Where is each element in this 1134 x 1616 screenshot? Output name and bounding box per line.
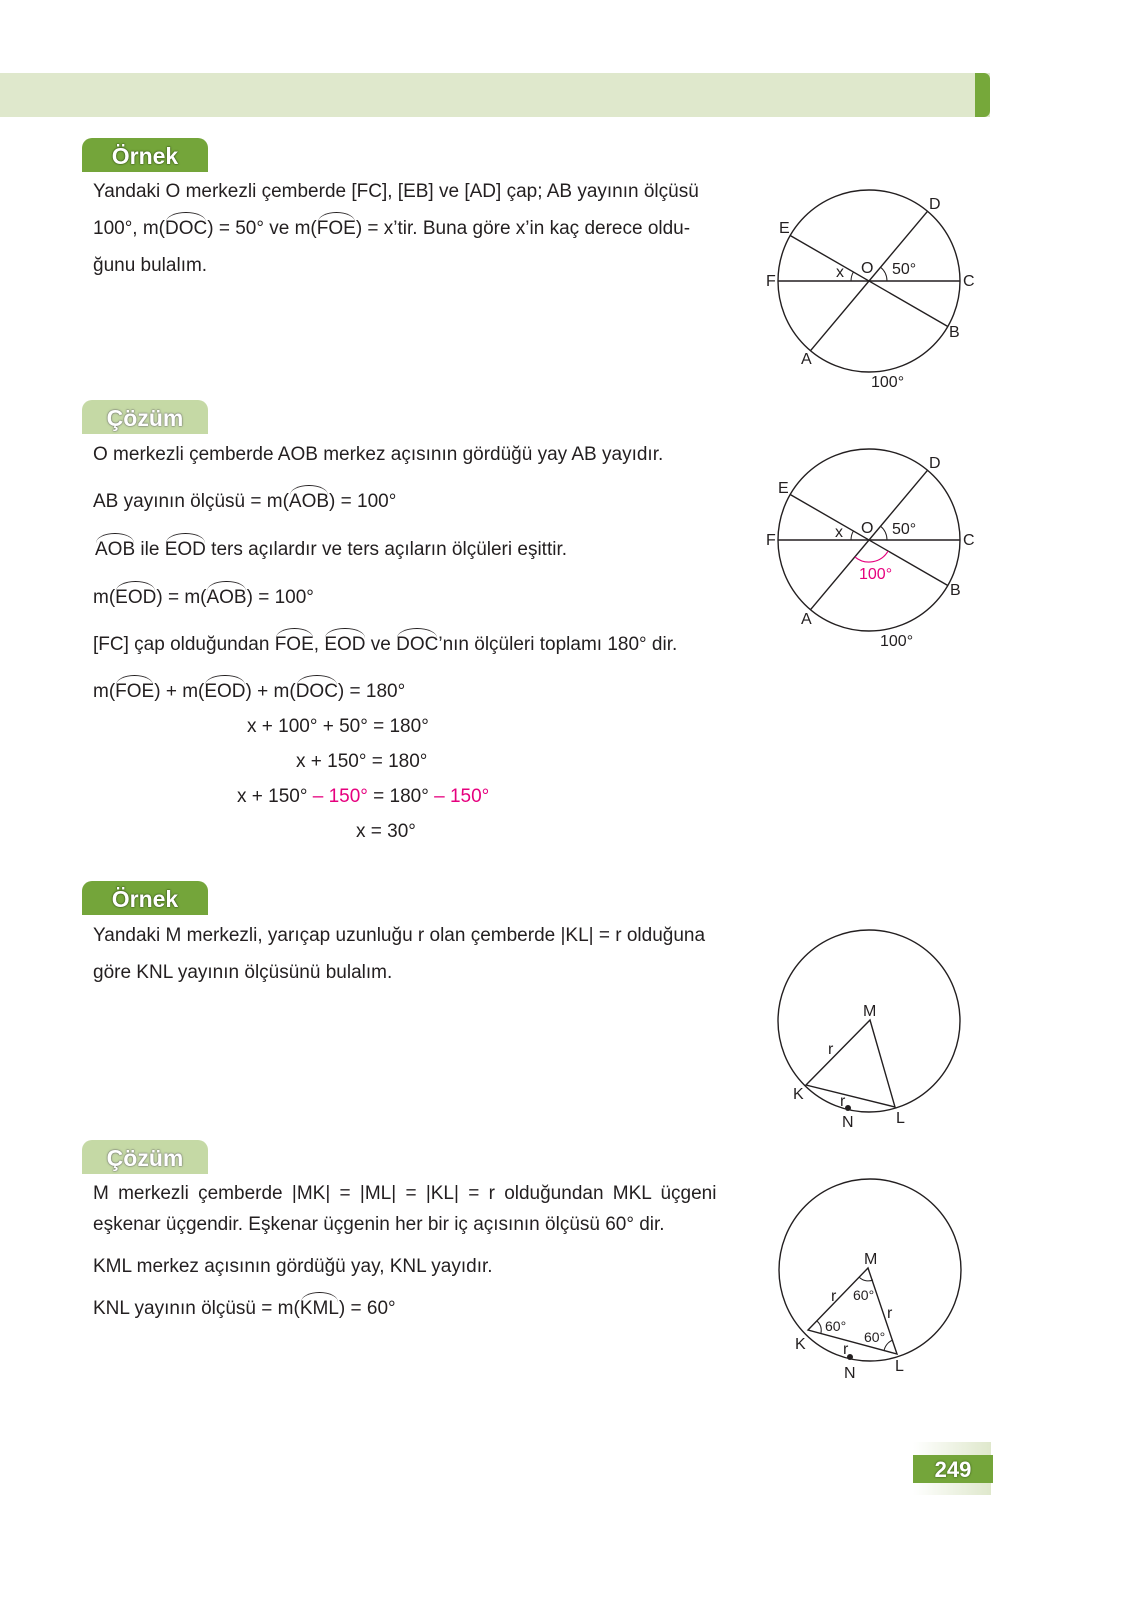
text-segment: KNL yayının ölçüsü = m( xyxy=(93,1298,300,1319)
angle-x-arc xyxy=(851,531,853,540)
arc-notation: FOE xyxy=(316,218,356,239)
text-segment: ğunu bulalım. xyxy=(93,255,208,276)
text-segment: ) = 60° xyxy=(338,1298,396,1319)
angle-x-arc xyxy=(851,272,853,281)
page-number: 249 xyxy=(913,1455,993,1483)
radius-label: r xyxy=(828,1041,834,1058)
text-line xyxy=(93,586,314,610)
text-segment: Yandaki O merkezli çemberde [FC], [EB] ve [AD] çap; AB yayının ölçüsü xyxy=(93,181,699,202)
arc-notation: DOC xyxy=(295,681,338,702)
circle-diagram-4 xyxy=(750,1160,990,1390)
angle-doc-arc xyxy=(881,526,887,540)
text-segment: ve xyxy=(365,634,397,655)
text-segment: ) = x’tir. Buna göre x’in kaç derece oldu- xyxy=(355,218,691,239)
point-label-o: O xyxy=(861,520,874,537)
arc-notation: KML xyxy=(299,1298,339,1319)
arc-notation: DOC xyxy=(396,634,439,655)
text-line xyxy=(93,1255,493,1279)
angle-k-label: 60° xyxy=(825,1318,847,1334)
point-label-a: A xyxy=(801,351,812,368)
point-label-o: O xyxy=(861,260,874,277)
text-segment: = 180° xyxy=(367,786,435,807)
angle-l-label: 60° xyxy=(864,1329,886,1345)
radius-label: r xyxy=(831,1288,837,1305)
arc-notation: DOC xyxy=(165,218,208,239)
arc-notation: FOE xyxy=(274,634,314,655)
text-segment: ) = 100° xyxy=(246,587,314,608)
point-label-l: L xyxy=(895,1358,904,1375)
arc-notation: EOD xyxy=(204,681,246,702)
point-label-d: D xyxy=(929,455,941,472)
text-segment: x + 150° xyxy=(237,786,313,807)
text-segment: AB yayının ölçüsü = m( xyxy=(93,491,289,512)
point-label-b: B xyxy=(949,324,960,341)
arc-ab-label: 100° xyxy=(880,633,914,650)
point-label-n: N xyxy=(844,1365,856,1382)
circle-diagram-2 xyxy=(749,430,989,660)
point-label-d: D xyxy=(929,196,941,213)
text-segment: ) + m( xyxy=(245,681,296,702)
point-label-b: B xyxy=(950,582,961,599)
text-segment: [FC] çap olduğundan xyxy=(93,634,275,655)
text-segment: ile xyxy=(135,539,165,560)
point-n xyxy=(845,1105,851,1111)
text-line xyxy=(93,633,677,657)
equation-line xyxy=(93,680,405,704)
highlighted-term: – 150° xyxy=(312,786,368,807)
text-segment: göre KNL yayının ölçüsünü bulalım. xyxy=(93,962,393,983)
point-label-k: K xyxy=(793,1086,804,1103)
text-segment: x = 30° xyxy=(356,821,416,842)
point-label-c: C xyxy=(963,532,975,549)
solution-label: Çözüm xyxy=(82,1140,208,1174)
point-label-f: F xyxy=(766,532,776,549)
highlighted-term: – 150° xyxy=(434,786,490,807)
text-segment: ) = m( xyxy=(156,587,207,608)
triangle-mkl xyxy=(806,1020,895,1107)
chord-label: r xyxy=(843,1341,849,1358)
arc-notation: EOD xyxy=(324,634,366,655)
text-segment: O merkezli çemberde AOB merkez açısının gördüğü yay AB yayıdır. xyxy=(93,444,664,465)
angle-doc-label: 50° xyxy=(892,521,917,538)
arc-notation: EOD xyxy=(164,539,206,560)
text-segment: m( xyxy=(93,681,116,702)
text-line xyxy=(95,538,567,562)
text-segment: KML merkez açısının gördüğü yay, KNL yayıdır. xyxy=(93,1256,493,1277)
text-segment: , xyxy=(313,634,325,655)
text-line xyxy=(93,1213,665,1237)
point-label-e: E xyxy=(778,480,789,497)
text-line xyxy=(93,254,207,278)
text-segment: Yandaki M merkezli, yarıçap uzunluğu r olan çemberde |KL| = r olduğuna xyxy=(93,925,706,946)
text-line xyxy=(93,443,663,467)
angle-m-label: 60° xyxy=(853,1287,875,1303)
arc-notation: EOD xyxy=(115,587,157,608)
point-label-m: M xyxy=(864,1251,878,1268)
text-segment: ) = 50° ve m( xyxy=(207,218,317,239)
equation-line xyxy=(296,750,427,774)
text-line xyxy=(93,490,396,514)
text-segment: x + 150° = 180° xyxy=(296,751,428,772)
point-label-e: E xyxy=(779,220,790,237)
radius-label: r xyxy=(887,1305,893,1322)
angle-x-label: x xyxy=(836,264,844,281)
text-segment: ) = 180° xyxy=(337,681,406,702)
equation-line xyxy=(356,820,416,844)
text-line xyxy=(93,924,705,948)
angle-x-label: x xyxy=(835,524,843,541)
equation-line xyxy=(247,715,429,739)
circle-diagram-3 xyxy=(749,911,989,1141)
angle-k-arc xyxy=(817,1321,821,1333)
point-label-l: L xyxy=(896,1110,905,1127)
arc-notation: AOB xyxy=(206,587,247,608)
header-tab xyxy=(975,73,990,117)
text-line xyxy=(93,1182,716,1206)
circle-diagram-1 xyxy=(749,171,989,401)
example-label: Örnek xyxy=(82,881,208,915)
point-label-m: M xyxy=(863,1003,877,1020)
angle-aob-arc xyxy=(855,551,888,562)
point-label-a: A xyxy=(801,611,812,628)
point-label-n: N xyxy=(842,1114,854,1131)
text-segment: ’nın ölçüleri toplamı 180° dir. xyxy=(438,634,678,655)
angle-l-arc xyxy=(884,1340,893,1351)
angle-aob-label: 100° xyxy=(859,566,893,583)
text-segment: x + 100° + 50° = 180° xyxy=(247,716,429,737)
example-label: Örnek xyxy=(82,138,208,172)
angle-doc-arc xyxy=(881,267,887,281)
point-label-c: C xyxy=(963,273,975,290)
arc-notation: FOE xyxy=(115,681,155,702)
text-line xyxy=(93,180,699,204)
text-segment: ) = 100° xyxy=(329,491,397,512)
text-line xyxy=(93,961,392,985)
point-label-k: K xyxy=(795,1336,806,1353)
text-segment: m( xyxy=(93,587,116,608)
chord-label: r xyxy=(840,1093,846,1110)
text-segment: eşkenar üçgendir. Eşkenar üçgenin her bir iç açısının ölçüsü 60° dir. xyxy=(93,1214,665,1235)
equation-line xyxy=(237,785,489,809)
text-line xyxy=(93,1297,396,1321)
arc-ab-label: 100° xyxy=(871,374,905,391)
text-segment: M merkezli çemberde |MK| = |ML| = |KL| = r olduğundan MKL üçgeni xyxy=(93,1183,717,1204)
solution-label: Çözüm xyxy=(82,400,208,434)
angle-doc-label: 50° xyxy=(892,261,917,278)
text-segment: ters açılardır ve ters açıların ölçüleri eşittir. xyxy=(205,539,568,560)
arc-notation: AOB xyxy=(288,491,330,512)
arc-notation: AOB xyxy=(95,539,136,560)
header-band xyxy=(0,73,990,117)
text-segment: ) + m( xyxy=(154,681,205,702)
point-label-f: F xyxy=(766,273,776,290)
text-line xyxy=(93,217,690,241)
text-segment: 100°, m( xyxy=(93,218,166,239)
